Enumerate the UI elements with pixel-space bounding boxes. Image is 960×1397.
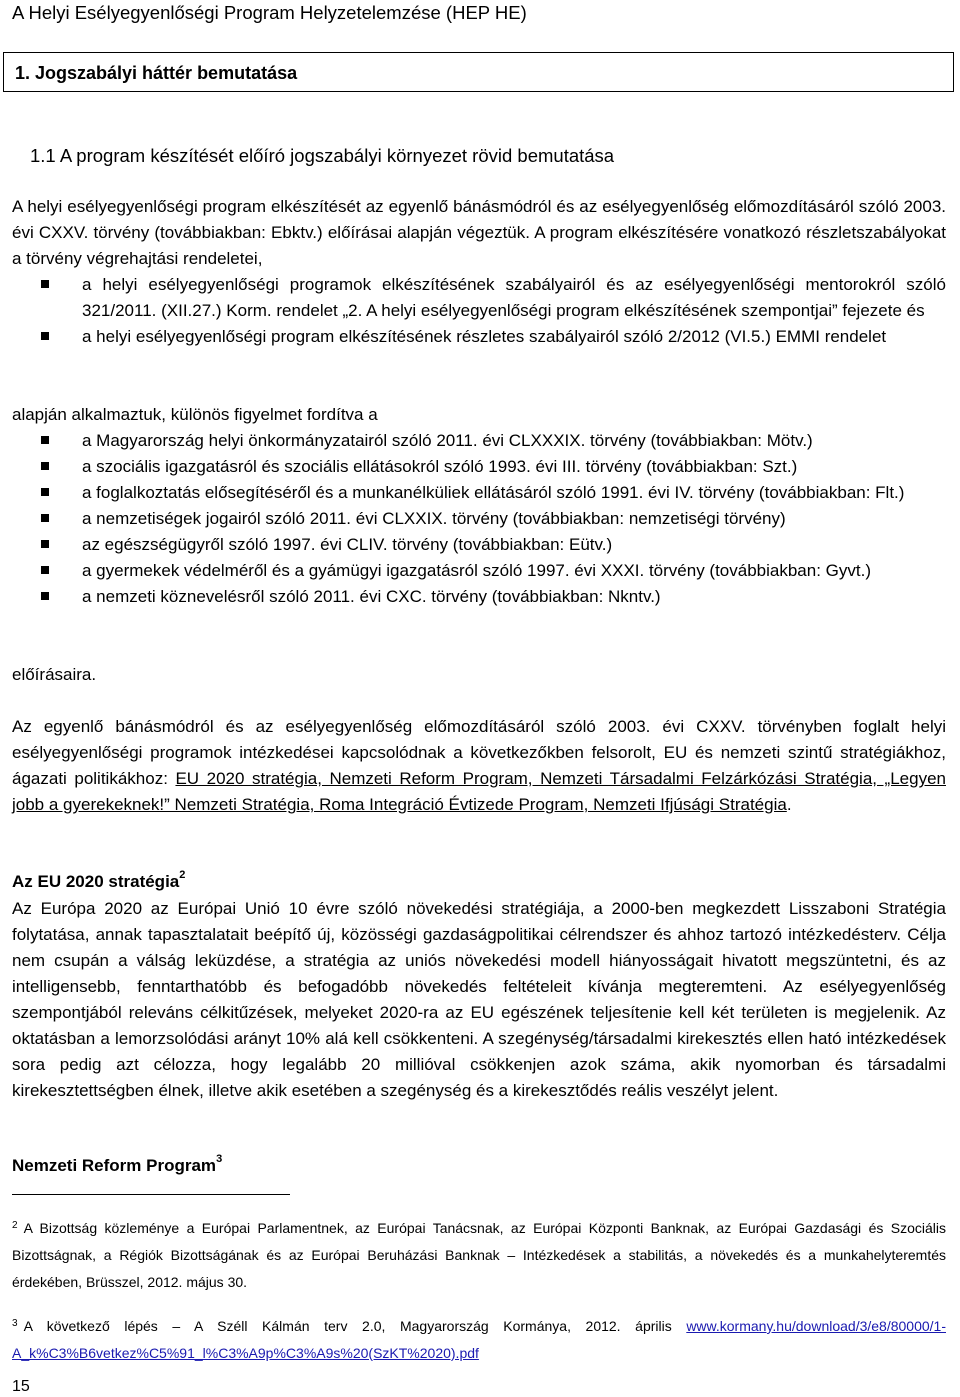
strategies-paragraph	[12, 714, 946, 818]
nrp-heading	[12, 1153, 223, 1176]
bullet-square-icon	[41, 436, 49, 444]
list-item-text: az egészségügyről szóló 1997. évi CLIV. törvény (továbbiakban: Eütv.)	[82, 535, 613, 554]
list-item	[12, 480, 946, 506]
footnote-text: A Bizottság közleménye a Európai Parlamentnek, az Európai Tanácsnak, az Európai Központi Banknak, az Európai Gazdasági és Szociális Bizottságnak, a Régiók Bizottságának és az Európai Beruházási Banknak – Intézkedések a stabilitás, a növekedés és a munkahelyteremtés érdekében, Brüsszel, 2012. május 30.	[12, 1220, 946, 1290]
section-heading-box	[3, 52, 954, 92]
list-item-text: a nemzetiségek jogairól szóló 2011. évi CLXXIX. törvény (továbbiakban: nemzetiségi törvény)	[82, 509, 786, 528]
closing-paragraph: előírásaira.	[12, 665, 97, 684]
footnote-ref: 3	[216, 1153, 223, 1165]
footnote-ref: 2	[179, 869, 186, 881]
bullet-square-icon	[41, 540, 49, 548]
eu2020-heading-text: Az EU 2020 stratégia	[12, 872, 180, 891]
list-item	[12, 454, 946, 480]
applied-paragraph: alapján alkalmaztuk, különös figyelmet fordítva a	[12, 405, 378, 424]
list-item-text: a helyi esélyegyenlőségi programok elkészítésének szabályairól és az esélyegyenlőségi mentorokról szóló 321/2011. (XII.27.) Korm. rendelet „2. A helyi esélyegyenlőségi program elkészítésének szempontjai” fejezete és	[82, 275, 946, 320]
page-number: 15	[12, 1378, 30, 1395]
list-item-text: a nemzeti köznevelésről szóló 2011. évi CXC. törvény (továbbiakban: Nkntv.)	[82, 587, 661, 606]
footnote-3	[12, 1313, 946, 1367]
list-item	[12, 532, 946, 558]
list-item-text: a Magyarország helyi önkormányzatairól szóló 2011. évi CLXXXIX. törvény (továbbiakban: Mötv.)	[82, 431, 813, 450]
section-title: 1. Jogszabályi háttér bemutatása	[15, 63, 298, 83]
strategies-end: .	[786, 795, 792, 814]
strategies-list-text: EU 2020 stratégia, Nemzeti Reform Program, Nemzeti Társadalmi Felzárkózási Stratégia, „Legyen jobb a gyerekeknek!” Nemzeti Stratégia, Roma Integráció Évtizede Program, Nemzeti Ifjúsági Stratégia	[12, 769, 946, 814]
bullet-square-icon	[41, 332, 49, 340]
list-item	[12, 428, 946, 454]
laws-list	[12, 428, 946, 610]
footnote-mark: 2	[12, 1220, 18, 1231]
list-item	[12, 558, 946, 584]
list-item	[12, 506, 946, 532]
bullet-square-icon	[41, 566, 49, 574]
footnote-2	[12, 1215, 946, 1296]
footnote-mark: 3	[12, 1318, 18, 1329]
bullet-square-icon	[41, 488, 49, 496]
eu2020-paragraph: Az Európa 2020 az Európai Unió 10 évre szóló növekedési stratégiája, a 2000-ben megkezdett Lisszaboni Stratégia folytatása, annak tapasztalatait beépítő új, közösségi gazdaságpolitikai célrendszer és ahhoz tartozó intézkedésterv. Célja nem csupán a válság leküzdése, a stratégia az uniós növekedési modell hiányosságait hivatott megszüntetni, és az intelligensebb, fenntarthatóbb és befogadóbb növekedés feltételeit kívánja megteremteni. Az esélyegyenlőség szempontjából releváns célkitűzések, melyeket 2020-ra az EU egészének teljesítenie kell két területen is megjelenik. Az oktatásban a lemorzsolódási arányt 10% alá kell csökkenteni. A szegénység/társadalmi kirekesztés ellen ható intézkedések sora pedig azt célozza, hogy legalább 20 millióval csökkenjen azok száma, akik nyomorban és társadalmi kirekesztettségben élnek, illetve akik esetében a szegénység és a kirekesztődés reális veszélyt jelent.	[12, 899, 946, 1100]
footnote-text: A következő lépés – A Széll Kálmán terv 2.0, Magyarország Kormánya, 2012. április	[23, 1318, 687, 1334]
nrp-heading-text: Nemzeti Reform Program	[12, 1156, 217, 1175]
list-item-text: a szociális igazgatásról és szociális ellátásokról szóló 1993. évi III. törvény (továbbiakban: Szt.)	[82, 457, 798, 476]
list-item	[12, 272, 946, 324]
bullet-square-icon	[41, 280, 49, 288]
bullet-square-icon	[41, 514, 49, 522]
list-item-text: a helyi esélyegyenlőségi program elkészítésének részletes szabályairól szóló 2/2012 (VI.5.) EMMI rendelet	[82, 327, 887, 346]
bullet-square-icon	[41, 462, 49, 470]
list-item-text: a gyermekek védelméről és a gyámügyi igazgatásról szóló 1997. évi XXXI. törvény (továbbiakban: Gyvt.)	[82, 561, 871, 580]
eu2020-heading	[12, 869, 186, 892]
running-header: A Helyi Esélyegyenlőségi Program Helyzetelemzése (HEP HE)	[12, 2, 527, 23]
footnote-separator	[12, 1194, 290, 1195]
strategies-lead-text: Az egyenlő bánásmódról és az esélyegyenlőség előmozdításáról szóló 2003. évi CXXV. törvényben foglalt helyi esélyegyenlőségi programok intézkedései kapcsolódnak a következőkben felsorolt, EU és nemzeti szintű stratégiákhoz, ágazati politikákhoz:	[12, 717, 946, 788]
footnote-link[interactable]: www.kormany.hu/download/3/e8/80000/1-A_k%C3%B6vetkez%C5%91_l%C3%A9p%C3%A9s%20(SzKT%2020).pdf	[12, 1318, 946, 1361]
list-item-text: a foglalkoztatás elősegítéséről és a munkanélküliek ellátásáról szóló 1991. évi IV. törvény (továbbiakban: Flt.)	[82, 483, 905, 502]
bullet-square-icon	[41, 592, 49, 600]
implementing-decrees-list	[12, 272, 946, 350]
list-item	[12, 324, 946, 350]
subsection-title: 1.1 A program készítését előíró jogszabályi környezet rövid bemutatása	[30, 145, 615, 166]
list-item	[12, 584, 946, 610]
intro-paragraph: A helyi esélyegyenlőségi program elkészítését az egyenlő bánásmódról és az esélyegyenlőség előmozdításáról szóló 2003. évi CXXV. törvény (továbbiakban: Ebktv.) előírásai alapján végeztük. A program elkészítésére vonatkozó részletszabályokat a törvény végrehajtási rendeletei,	[12, 197, 946, 268]
